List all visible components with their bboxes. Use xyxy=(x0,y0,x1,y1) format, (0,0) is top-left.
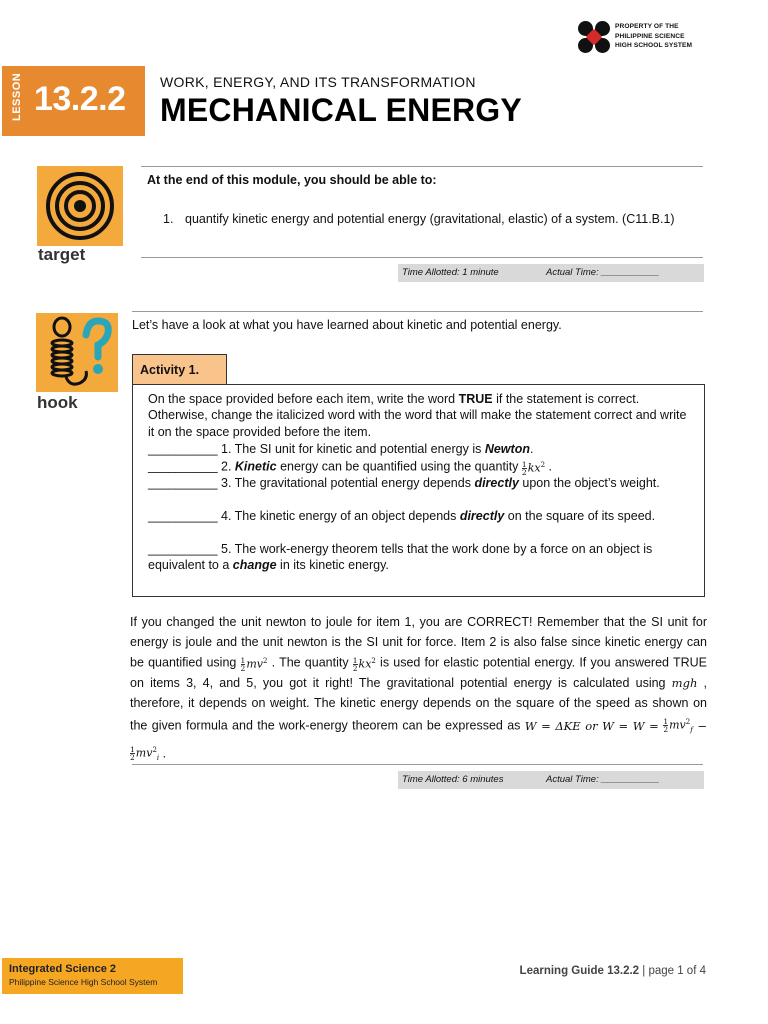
time-allotted-bar xyxy=(398,771,704,789)
pshs-logo xyxy=(577,20,717,54)
rope-hook-icon xyxy=(36,313,118,392)
activity-item: __________ 1. The SI unit for kinetic and potential energy is Newton. xyxy=(148,442,534,456)
footer-school: Philippine Science High School System xyxy=(9,977,158,987)
actual-time: Actual Time: ___________ xyxy=(546,774,660,785)
activity-label: Activity 1. xyxy=(132,354,227,385)
footer-page: | page 1 of 4 xyxy=(639,965,706,977)
time-allotted: Time Allotted: 6 minutes xyxy=(402,774,504,785)
half-mv-squared-formula: $\frac{1}{2}$ $mv^2$ xyxy=(240,656,268,674)
footer-page-info xyxy=(520,965,706,977)
lesson-vertical-label: LESSON xyxy=(11,72,23,121)
divider xyxy=(141,257,703,258)
mgh-formula: mgh xyxy=(671,676,698,691)
objectives-intro: At the end of this module, you should be able to: xyxy=(147,173,437,187)
lesson-subtitle: WORK, ENERGY, AND ITS TRANSFORMATION xyxy=(160,74,476,90)
work-energy-formula: W = ΔKE or W = W = $\frac{1}{2}$ $mv^2_f$ − $\frac{1}{2}$ $mv^2_i$ xyxy=(130,717,707,762)
footer-guide: Learning Guide 13.2.2 xyxy=(519,965,640,977)
lesson-badge xyxy=(2,66,145,136)
half-kx-squared-formula: $\frac{1}{2}$ $kx^2$ xyxy=(521,460,546,478)
objective-text: quantify kinetic energy and potential energy (gravitational, elastic) of a system. (C11.B.1) xyxy=(185,212,675,226)
activity-item: __________ 4. The kinetic energy of an object depends directly on the square of its speed. xyxy=(148,509,656,523)
divider xyxy=(132,311,703,312)
hook-intro: Let’s have a look at what you have learned about kinetic and potential energy. xyxy=(132,318,562,332)
objective-index: 1. xyxy=(163,212,174,226)
lesson-number: 13.2.2 xyxy=(34,80,126,118)
target-icon xyxy=(37,166,123,246)
explanation-paragraph: If you changed the unit newton to joule for item 1, you are CORRECT! Remember that the SI unit for energy is joule and the unit newton is the SI unit for force. Item 2 is also false since kinetic energy can be quantified using $\frac{1}{2}$ $mv^2$ . The quantity $\frac{1}{2}$ $kx^2$ is used for elastic potential energy. If you answered TRUE on items 3, 4, and 5, you got it right! The gravitational potential energy is calculated using mgh , therefore, it depends on weight. The kinetic energy depends on the square of the speed as shown on the given formula and the work-energy theorem can be expressed as W = ΔKE or W = W = $\frac{1}{2}$ $mv^2_f$ − $\frac{1}{2}$ $mv^2_i$ . xyxy=(130,615,707,762)
time-allotted: Time Allotted: 1 minute xyxy=(402,267,499,278)
footer-course-badge xyxy=(2,958,183,994)
target-label: target xyxy=(38,245,86,264)
activity-item: __________ 2. Kinetic energy can be quantified using the quantity $\frac{1}{2}$ $kx^2$ . xyxy=(148,457,693,477)
lesson-title: MECHANICAL ENERGY xyxy=(160,92,522,128)
logo-text xyxy=(615,22,692,51)
hook-label: hook xyxy=(37,393,78,412)
half-kx-squared-formula: $\frac{1}{2}$ $kx^2$ xyxy=(352,656,376,674)
footer-course: Integrated Science 2 xyxy=(9,963,116,975)
actual-time: Actual Time: ___________ xyxy=(546,267,660,278)
activity-item: __________ 5. The work-energy theorem tells that the work done by a force on an object is equivalent to a change in its kinetic energy. xyxy=(148,542,653,573)
activity-item: __________ 3. The gravitational potential energy depends directly upon the object’s weight. xyxy=(148,476,660,490)
logo-line-1: PROPERTY OF THE xyxy=(615,23,679,30)
time-allotted-bar xyxy=(398,264,704,282)
pshs-logo-icon xyxy=(577,20,611,54)
logo-line-2: PHILIPPINE SCIENCE xyxy=(615,32,685,40)
divider xyxy=(141,166,703,167)
logo-line-3: HIGH SCHOOL SYSTEM xyxy=(615,42,693,50)
activity-box xyxy=(132,384,705,597)
activity-instructions: On the space provided before each item, write the word TRUE if the statement is correct. Otherwise, change the italicized word with the word that will make the statement correct and write it on the space provided before the item. xyxy=(148,392,687,439)
divider xyxy=(132,764,703,765)
